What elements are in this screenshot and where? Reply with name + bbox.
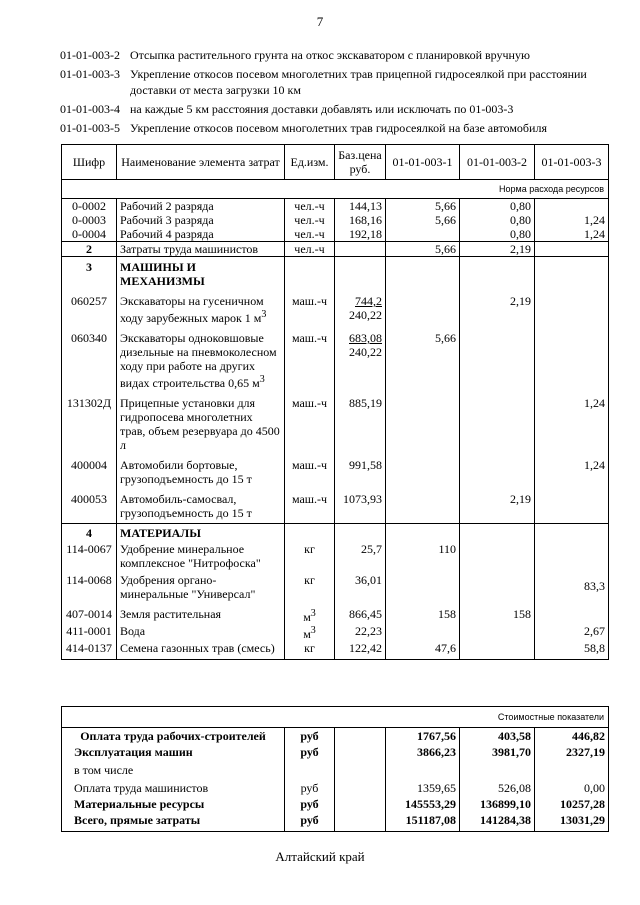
row-unit: чел.-ч [285, 227, 335, 242]
row-unit: кг [285, 542, 335, 573]
row-unit: $м^3$ [285, 607, 335, 624]
row-code: 400053 [62, 492, 117, 524]
row-name: Автомобили бортовые, грузоподъемность до 15 т [117, 458, 285, 492]
summary-c2: 526,08 [460, 780, 535, 796]
row-name: Удобрение минеральное комплексное "Нитрофоска" [117, 542, 285, 573]
header-col1: 01-01-003-1 [386, 145, 460, 180]
row-c3: 2,67 [535, 624, 609, 641]
code-id: 01-01-003-5 [60, 121, 120, 135]
summary-c1: 1359,65 [386, 780, 460, 796]
table-row [62, 641, 609, 660]
summary-c2: 403,58 [460, 728, 535, 745]
row-c2: 0,80 [460, 227, 535, 242]
summary-label: Оплата труда машинистов [62, 780, 285, 796]
row-c3: 58,8 [535, 641, 609, 660]
row-c3 [535, 492, 609, 524]
code-item [60, 101, 620, 117]
row-c3: 1,24 [535, 227, 609, 242]
table-row [62, 227, 609, 242]
cost-summary-table [61, 706, 609, 832]
row-unit: чел.-ч [285, 199, 335, 214]
row-c1: 5,66 [386, 213, 460, 227]
summary-c1: 145553,29 [386, 796, 460, 812]
row-code: 0-0002 [62, 199, 117, 214]
row-c3 [535, 331, 609, 396]
summary-unit: руб [285, 812, 335, 832]
row-c1 [386, 227, 460, 242]
row-name: Затраты труда машинистов [117, 242, 285, 257]
summary-unit: руб [285, 796, 335, 812]
row-price: 744,2 240,22 [335, 290, 386, 331]
section-row [62, 257, 609, 291]
header-name: Наименование элемента затрат [117, 145, 285, 180]
summary-c1: 3866,23 [386, 744, 460, 760]
row-code: 131302Д [62, 396, 117, 458]
table-row [62, 624, 609, 641]
row-price: 885,19 [335, 396, 386, 458]
row-c3 [535, 242, 609, 257]
row-c2 [460, 458, 535, 492]
row-price: 36,01 [335, 573, 386, 607]
code-item [60, 120, 620, 136]
section-title: МАШИНЫ И МЕХАНИЗМЫ [117, 257, 285, 291]
table-row [62, 607, 609, 624]
summary-c1: 1767,56 [386, 728, 460, 745]
row-unit: кг [285, 641, 335, 660]
summary-row [62, 796, 609, 812]
table-row [62, 458, 609, 492]
row-c1 [386, 573, 460, 607]
row-c2: 0,80 [460, 199, 535, 214]
code-list [60, 47, 620, 139]
row-c2 [460, 542, 535, 573]
row-c3: 83,3 [535, 573, 609, 607]
header-col3: 01-01-003-3 [535, 145, 609, 180]
summary-label: Эксплуатация машин [62, 744, 285, 760]
row-code: 2 [62, 242, 117, 257]
row-name: Семена газонных трав (смесь) [117, 641, 285, 660]
table-subheader [62, 180, 609, 199]
summary-unit: руб [285, 728, 335, 745]
row-price: 144,13 [335, 199, 386, 214]
table-row [62, 242, 609, 257]
row-c2: 158 [460, 607, 535, 624]
summary-unit: руб [285, 780, 335, 796]
summary-label: Материальные ресурсы [62, 796, 285, 812]
row-code: 0-0004 [62, 227, 117, 242]
header-col2: 01-01-003-2 [460, 145, 535, 180]
row-c1 [386, 396, 460, 458]
row-code: 0-0003 [62, 213, 117, 227]
cost-note: Стоимостные показатели [62, 707, 609, 728]
row-price [335, 242, 386, 257]
row-code: 060340 [62, 331, 117, 396]
section-code: 3 [62, 257, 117, 291]
row-unit: $м^3$ [285, 624, 335, 641]
row-code: 114-0068 [62, 573, 117, 607]
summary-row [62, 780, 609, 796]
table-header [62, 145, 609, 180]
row-code: 060257 [62, 290, 117, 331]
row-code: 411-0001 [62, 624, 117, 641]
summary-c3: 10257,28 [535, 796, 609, 812]
row-c1: 158 [386, 607, 460, 624]
row-unit: маш.-ч [285, 396, 335, 458]
row-name: Вода [117, 624, 285, 641]
row-c2: 2,19 [460, 290, 535, 331]
row-c1: 47,6 [386, 641, 460, 660]
row-code: 400004 [62, 458, 117, 492]
summary-c1: 151187,08 [386, 812, 460, 832]
summary-label: Всего, прямые затраты [62, 812, 285, 832]
header-unit: Ед.изм. [285, 145, 335, 180]
row-c2 [460, 573, 535, 607]
row-price: 1073,93 [335, 492, 386, 524]
summary-row [62, 744, 609, 760]
code-desc: Отсыпка растительного грунта на откос экскаватором с планировкой вручную [130, 48, 530, 62]
row-price: 866,45 [335, 607, 386, 624]
row-c3: 1,24 [535, 213, 609, 227]
row-c3 [535, 199, 609, 214]
row-unit: чел.-ч [285, 213, 335, 227]
row-code: 114-0067 [62, 542, 117, 573]
row-c1: 5,66 [386, 199, 460, 214]
row-c2 [460, 331, 535, 396]
code-desc: Укрепление откосов посевом многолетних трав прицепной гидросеялкой при расстоянии доставки от места загрузки 10 км [130, 67, 587, 97]
table-row [62, 331, 609, 396]
row-name: Экскаваторы на гусеничном ходу зарубежных марок 1 $м^3$ [117, 290, 285, 331]
code-item [60, 47, 620, 63]
page-number: 7 [316, 14, 324, 29]
row-c1: 110 [386, 542, 460, 573]
cost-note-row [62, 707, 609, 728]
row-c1 [386, 458, 460, 492]
table-row [62, 396, 609, 458]
row-c3 [535, 607, 609, 624]
summary-c3: 2327,19 [535, 744, 609, 760]
table-row [62, 199, 609, 214]
header-code: Шифр [62, 145, 117, 180]
row-name: Рабочий 2 разряда [117, 199, 285, 214]
table-row [62, 542, 609, 573]
row-price: 122,42 [335, 641, 386, 660]
row-name: Автомобиль-самосвал, грузоподъемность до 15 т [117, 492, 285, 524]
region-footer: Алтайский край [275, 849, 365, 864]
summary-c3: 446,82 [535, 728, 609, 745]
row-c3: 1,24 [535, 396, 609, 458]
summary-c2: 141284,38 [460, 812, 535, 832]
row-unit: чел.-ч [285, 242, 335, 257]
row-code: 407-0014 [62, 607, 117, 624]
row-c1 [386, 492, 460, 524]
row-name: Земля растительная [117, 607, 285, 624]
summary-label: Оплата труда рабочих-строителей [62, 728, 285, 745]
code-item [60, 66, 620, 98]
code-desc: на каждые 5 км расстояния доставки добавлять или исключать по 01-003-3 [130, 102, 514, 116]
summary-c3: 0,00 [535, 780, 609, 796]
row-price: 192,18 [335, 227, 386, 242]
summary-row [62, 812, 609, 832]
norm-note: Норма расхода ресурсов [62, 180, 609, 199]
code-desc: Укрепление откосов посевом многолетних трав гидросеялкой на базе автомобиля [130, 121, 547, 135]
row-c1: 5,66 [386, 331, 460, 396]
summary-unit: руб [285, 744, 335, 760]
row-c1 [386, 624, 460, 641]
row-c3: 1,24 [535, 458, 609, 492]
row-unit: маш.-ч [285, 331, 335, 396]
row-name: Удобрения органо-минеральные "Универсал" [117, 573, 285, 607]
row-c1 [386, 290, 460, 331]
row-unit: маш.-ч [285, 290, 335, 331]
section-code: 4 [62, 524, 117, 543]
row-c2 [460, 396, 535, 458]
resource-table [61, 144, 609, 660]
summary-c2: 3981,70 [460, 744, 535, 760]
row-c2: 0,80 [460, 213, 535, 227]
row-unit: маш.-ч [285, 492, 335, 524]
row-c2 [460, 641, 535, 660]
header-price: Баз.цена руб. [335, 145, 386, 180]
row-c3 [535, 290, 609, 331]
row-c2 [460, 624, 535, 641]
code-id: 01-01-003-2 [60, 48, 120, 62]
row-price: 25,7 [335, 542, 386, 573]
table-row [62, 573, 609, 607]
row-c2: 2,19 [460, 242, 535, 257]
section-title: МАТЕРИАЛЫ [117, 524, 285, 543]
row-name: Рабочий 3 разряда [117, 213, 285, 227]
summary-label: в том числе [62, 760, 285, 780]
row-name: Рабочий 4 разряда [117, 227, 285, 242]
row-name: Прицепные установки для гидропосева многолетних трав, объем резервуара до 4500 л [117, 396, 285, 458]
summary-c3: 13031,29 [535, 812, 609, 832]
row-c2: 2,19 [460, 492, 535, 524]
row-c3 [535, 542, 609, 573]
row-c1: 5,66 [386, 242, 460, 257]
row-price: 168,16 [335, 213, 386, 227]
code-id: 01-01-003-4 [60, 102, 120, 116]
summary-c2: 136899,10 [460, 796, 535, 812]
row-unit: маш.-ч [285, 458, 335, 492]
summary-row [62, 760, 609, 780]
row-price: 22,23 [335, 624, 386, 641]
summary-row [62, 728, 609, 745]
section-row [62, 524, 609, 543]
code-id: 01-01-003-3 [60, 67, 120, 81]
row-price: 991,58 [335, 458, 386, 492]
row-price: 683,08 240,22 [335, 331, 386, 396]
table-row [62, 492, 609, 524]
table-row [62, 213, 609, 227]
row-unit: кг [285, 573, 335, 607]
row-name: Экскаваторы одноковшовые дизельные на пневмоколесном ходу при работе на других видах строительства 0,65 $м^3$ [117, 331, 285, 396]
row-code: 414-0137 [62, 641, 117, 660]
table-row [62, 290, 609, 331]
